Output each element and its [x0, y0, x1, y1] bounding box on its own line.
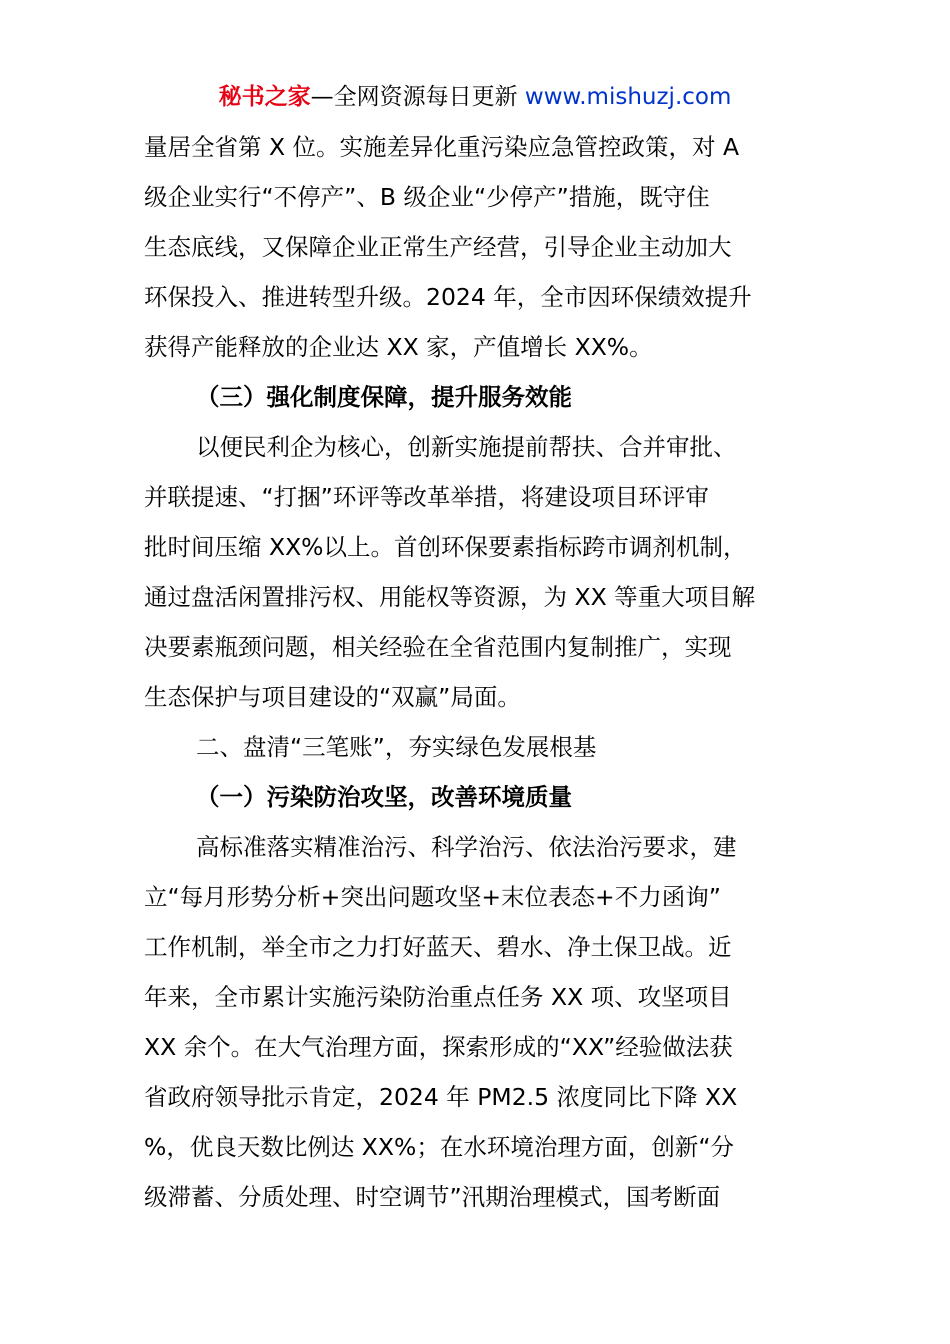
body-text-line: 生态保护与项目建设的“双赢”局面。	[144, 683, 521, 711]
body-text-line: 级企业实行“不停产”、B 级企业“少停产”措施，既守住	[144, 183, 710, 211]
body-text-line: 年来，全市累计实施污染防治重点任务 XX 项、攻坚项目	[144, 983, 732, 1011]
paragraph-first-line: 高标准落实精准治污、科学治污、依法治污要求，建	[196, 833, 737, 861]
body-text-line: 通过盘活闲置排污权、用能权等资源，为 XX 等重大项目解	[144, 583, 756, 611]
site-brand: 秘书之家	[218, 84, 311, 110]
body-text-line: 工作机制，举全市之力打好蓝天、碧水、净土保卫战。近	[144, 933, 732, 961]
body-text-line: 立“每月形势分析+突出问题攻坚+末位表态+不力函询”	[144, 883, 721, 911]
body-text-line: 省政府领导批示肯定，2024 年 PM2.5 浓度同比下降 XX	[144, 1083, 738, 1111]
body-text-line: %，优良天数比例达 XX%；在水环境治理方面，创新“分	[144, 1133, 735, 1161]
section-heading: （一）污染防治攻坚，改善环境质量	[196, 783, 572, 811]
site-tagline: —全网资源每日更新	[310, 84, 518, 110]
body-text-line: 获得产能释放的企业达 XX 家，产值增长 XX%。	[144, 333, 653, 361]
body-text-line: 并联提速、“打捆”环评等改革举措，将建设项目环评审	[144, 483, 709, 511]
body-text-line: 环保投入、推进转型升级。2024 年，全市因环保绩效提升	[144, 283, 752, 311]
body-text-line: 决要素瓶颈问题，相关经验在全省范围内复制推广，实现	[144, 633, 732, 661]
site-header	[0, 80, 950, 114]
body-text-line: 级滞蓄、分质处理、时空调节”汛期治理模式，国考断面	[144, 1183, 721, 1211]
body-text-line: 量居全省第 X 位。实施差异化重污染应急管控政策，对 A	[144, 133, 740, 161]
section-heading: （三）强化制度保障，提升服务效能	[196, 383, 572, 411]
body-text-line: 生态底线，又保障企业正常生产经营，引导企业主动加大	[144, 233, 732, 261]
body-text-line: 批时间压缩 XX%以上。首创环保要素指标跨市调剂机制，	[144, 533, 747, 561]
body-text-line: XX 余个。在大气治理方面，探索形成的“XX”经验做法获	[144, 1033, 733, 1061]
paragraph-first-line: 以便民利企为核心，创新实施提前帮扶、合并审批、	[196, 433, 737, 461]
chapter-heading: 二、盘清“三笔账”，夯实绿色发展根基	[196, 733, 597, 761]
site-url-link[interactable]: www.mishuzj.com	[524, 84, 732, 110]
